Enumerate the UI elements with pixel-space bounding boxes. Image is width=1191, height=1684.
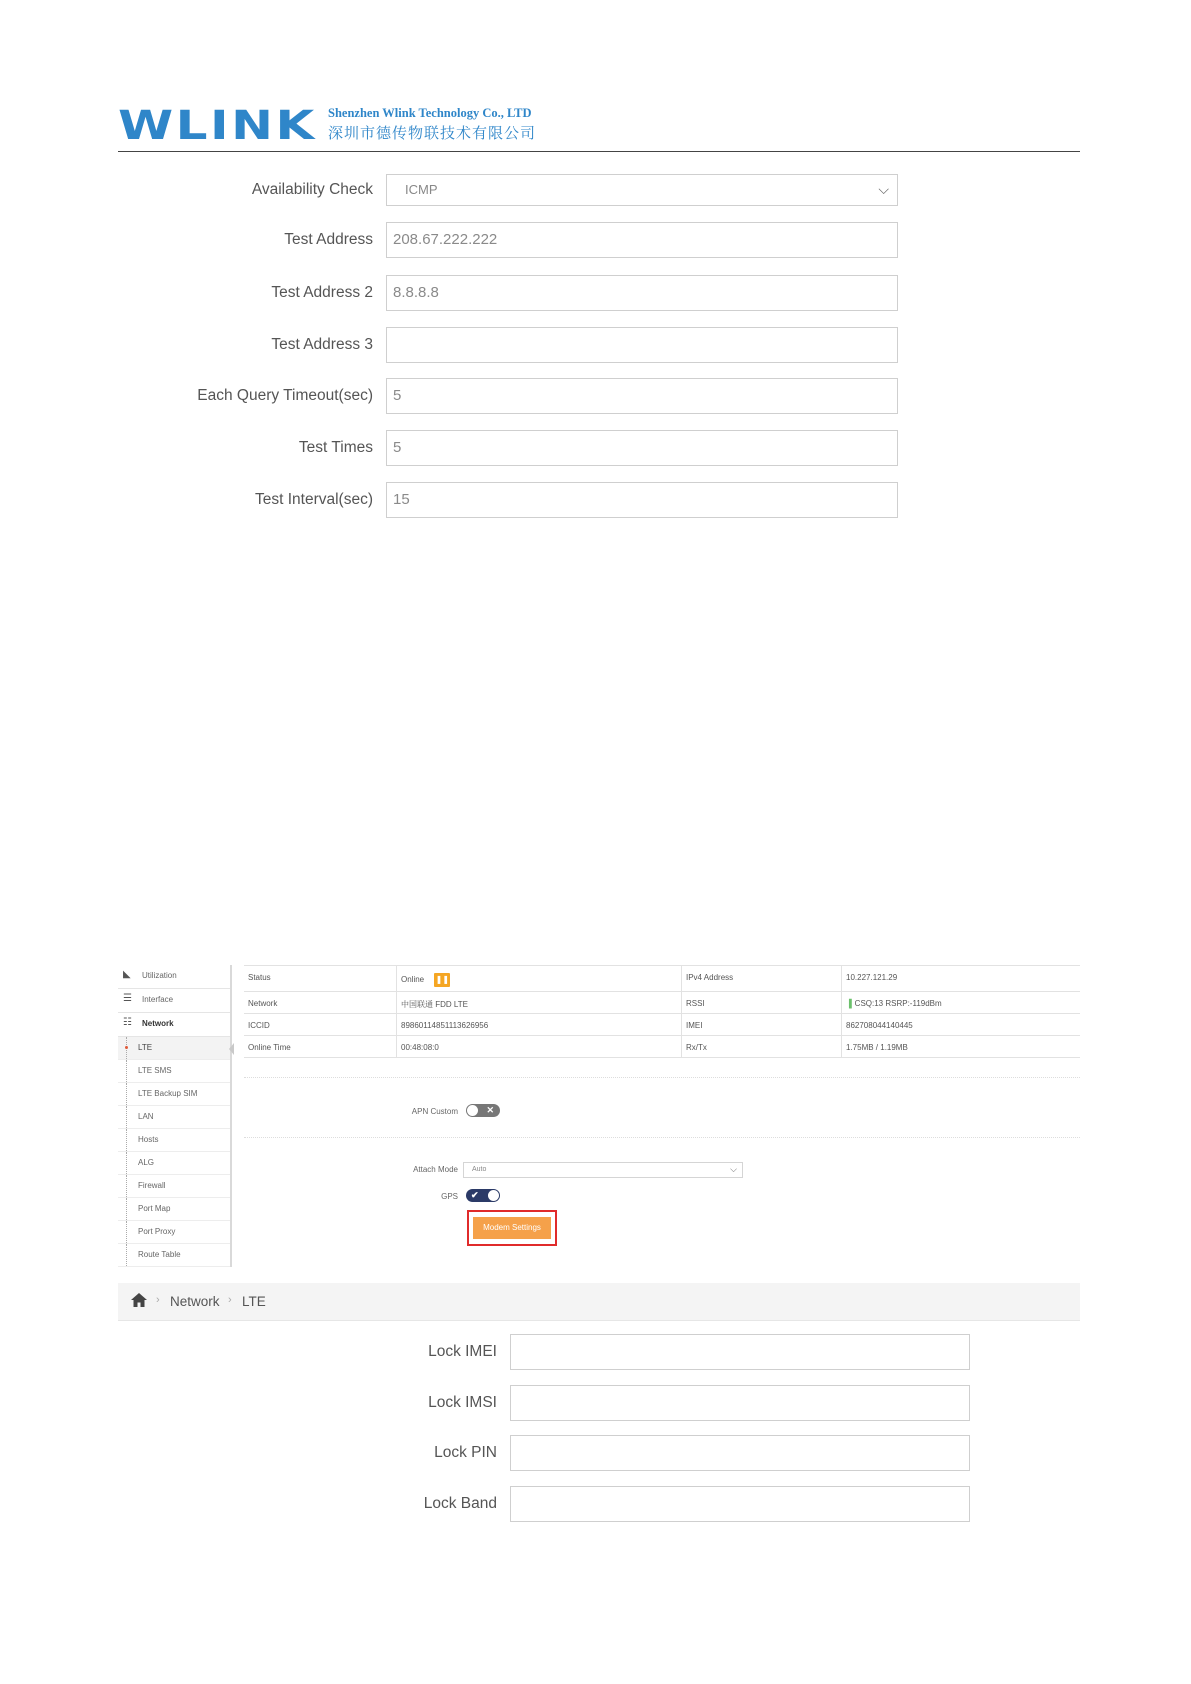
lock-imei-label: Lock IMEI	[428, 1343, 497, 1360]
table-row	[244, 1014, 1080, 1036]
toggle-knob	[488, 1190, 499, 1201]
sidebar-item-utilization[interactable]	[118, 965, 230, 989]
lock-imei-row	[0, 1334, 1191, 1370]
lock-band-input[interactable]	[510, 1486, 970, 1522]
lock-pin-input[interactable]	[510, 1435, 970, 1471]
gps-label: GPS	[441, 1192, 458, 1201]
company-name-cn: 深圳市德传物联技术有限公司	[328, 126, 537, 142]
wlink-logo: WLINK	[118, 103, 317, 149]
sidebar-item-label: LTE Backup SIM	[138, 1089, 198, 1098]
attach-mode-label: Attach Mode	[413, 1165, 458, 1174]
sidebar-item-lan[interactable]	[118, 1106, 230, 1129]
sidebar-item-firewall[interactable]	[118, 1175, 230, 1198]
chevron-right-icon: ›	[156, 1294, 160, 1306]
imei-value: 862708044140445	[846, 1021, 913, 1030]
sidebar-item-label: Port Proxy	[138, 1227, 176, 1236]
lock-pin-row	[0, 1435, 1191, 1471]
toggle-knob	[467, 1105, 478, 1116]
active-dot	[125, 1046, 128, 1049]
pause-icon[interactable]: ❚❚	[434, 973, 450, 987]
breadcrumb-lte: LTE	[242, 1294, 266, 1309]
test-times-row	[0, 430, 1191, 466]
online-time-value: 00:48:08:0	[397, 1036, 682, 1057]
test-address-3-row	[0, 327, 1191, 363]
lock-imsi-label: Lock IMSI	[428, 1394, 497, 1411]
availability-check-label: Availability Check	[251, 181, 373, 198]
list-icon: ☰	[123, 993, 132, 1004]
iccid-key: ICCID	[244, 1014, 397, 1035]
signal-icon: ▐	[846, 999, 852, 1008]
test-times-input[interactable]: 5	[386, 430, 898, 466]
sidebar	[118, 965, 232, 1267]
network-icon: ☷	[123, 1017, 132, 1028]
iccid-value: 89860114851113626956	[397, 1014, 682, 1035]
home-icon[interactable]	[130, 1291, 148, 1309]
sidebar-item-alg[interactable]	[118, 1152, 230, 1175]
sidebar-item-lte[interactable]	[118, 1037, 230, 1060]
apn-custom-row	[318, 1104, 458, 1118]
attach-mode-select[interactable]	[463, 1162, 743, 1178]
sidebar-item-route-table[interactable]	[118, 1244, 230, 1267]
table-row	[244, 992, 1080, 1014]
sidebar-item-label: Firewall	[138, 1181, 166, 1190]
x-icon: ✕	[486, 1105, 494, 1115]
online-time-key: Online Time	[244, 1036, 397, 1057]
sidebar-item-label: LTE	[138, 1043, 153, 1052]
modem-settings-button[interactable]: Modem Settings	[473, 1217, 551, 1239]
gps-row	[318, 1189, 458, 1203]
ipv4-key: IPv4 Address	[682, 966, 842, 991]
status-text: Online	[401, 975, 425, 985]
query-timeout-label: Each Query Timeout(sec)	[197, 387, 373, 404]
apn-custom-toggle[interactable]	[466, 1104, 500, 1117]
test-address-2-input[interactable]: 8.8.8.8	[386, 275, 898, 311]
test-address-2-row	[0, 275, 1191, 311]
sidebar-item-lte-backup-sim[interactable]	[118, 1083, 230, 1106]
divider	[244, 1137, 1080, 1138]
chevron-right-icon: ›	[228, 1294, 232, 1306]
sidebar-item-label: Hosts	[138, 1135, 159, 1144]
availability-check-select[interactable]	[386, 174, 898, 206]
test-interval-row	[0, 482, 1191, 518]
rxtx-key: Rx/Tx	[682, 1036, 842, 1057]
lock-imsi-input[interactable]	[510, 1385, 970, 1421]
test-interval-input[interactable]: 15	[386, 482, 898, 518]
test-address-2-label: Test Address 2	[271, 284, 373, 301]
breadcrumb	[118, 1283, 1080, 1321]
ipv4-value: 10.227.121.29	[846, 973, 898, 982]
modem-settings-highlight	[467, 1210, 557, 1246]
network-value: 中国联通 FDD LTE	[397, 992, 682, 1013]
sidebar-item-label: ALG	[138, 1158, 155, 1167]
sidebar-item-network[interactable]	[118, 1013, 230, 1037]
sidebar-item-label: Route Table	[138, 1250, 181, 1259]
sidebar-item-port-map[interactable]	[118, 1198, 230, 1221]
lock-pin-label: Lock PIN	[434, 1444, 497, 1461]
rssi-text: CSQ:13 RSRP:-119dBm	[854, 999, 942, 1008]
sidebar-item-label: Port Map	[138, 1204, 171, 1213]
network-key: Network	[244, 992, 397, 1013]
company-name-en: Shenzhen Wlink Technology Co., LTD	[328, 106, 532, 120]
apn-custom-label: APN Custom	[411, 1107, 458, 1116]
sidebar-item-label: Interface	[142, 995, 174, 1004]
lock-band-row	[0, 1486, 1191, 1522]
test-address-row	[0, 222, 1191, 258]
sidebar-item-label: LAN	[138, 1112, 154, 1121]
table-row	[244, 966, 1080, 992]
availability-check-value: ICMP	[405, 182, 438, 197]
query-timeout-input[interactable]: 5	[386, 378, 898, 414]
availability-check-row	[0, 174, 1191, 210]
test-times-label: Test Times	[298, 439, 373, 456]
table-row	[244, 1036, 1080, 1058]
attach-mode-value: Auto	[472, 1166, 487, 1173]
sidebar-item-lte-sms[interactable]	[118, 1060, 230, 1083]
test-address-label: Test Address	[284, 231, 373, 248]
status-key: Status	[244, 966, 397, 991]
lte-status-table	[244, 965, 1080, 1058]
rxtx-value: 1.75MB / 1.19MB	[846, 1043, 908, 1052]
sidebar-item-label: Utilization	[142, 971, 177, 980]
sidebar-item-interface[interactable]	[118, 989, 230, 1013]
status-value	[397, 966, 682, 991]
test-interval-label: Test Interval(sec)	[254, 491, 373, 508]
test-address-input[interactable]: 208.67.222.222	[386, 222, 898, 258]
chevron-down-icon: ⌵	[730, 1164, 737, 1174]
imei-key: IMEI	[682, 1014, 842, 1035]
lock-imsi-row	[0, 1385, 1191, 1421]
lte-status-screenshot	[118, 965, 1080, 1267]
query-timeout-row	[0, 378, 1191, 414]
page-header	[118, 100, 1080, 152]
chart-icon: ◣	[123, 969, 131, 980]
chevron-down-icon: ⌵	[878, 181, 889, 197]
sidebar-item-label: LTE SMS	[138, 1066, 172, 1075]
lock-imei-input[interactable]	[510, 1334, 970, 1370]
sidebar-item-port-proxy[interactable]	[118, 1221, 230, 1244]
sidebar-item-label: Network	[142, 1019, 174, 1028]
rssi-value	[842, 992, 1080, 1013]
rssi-key: RSSI	[682, 992, 842, 1013]
breadcrumb-network[interactable]: Network	[170, 1294, 220, 1309]
divider	[244, 1077, 1080, 1078]
lock-band-label: Lock Band	[423, 1495, 497, 1512]
gps-toggle[interactable]	[466, 1189, 500, 1202]
sidebar-item-hosts[interactable]	[118, 1129, 230, 1152]
test-address-3-label: Test Address 3	[271, 336, 373, 353]
test-address-3-input[interactable]	[386, 327, 898, 363]
attach-mode-row	[318, 1162, 458, 1176]
check-icon: ✔	[471, 1190, 479, 1200]
